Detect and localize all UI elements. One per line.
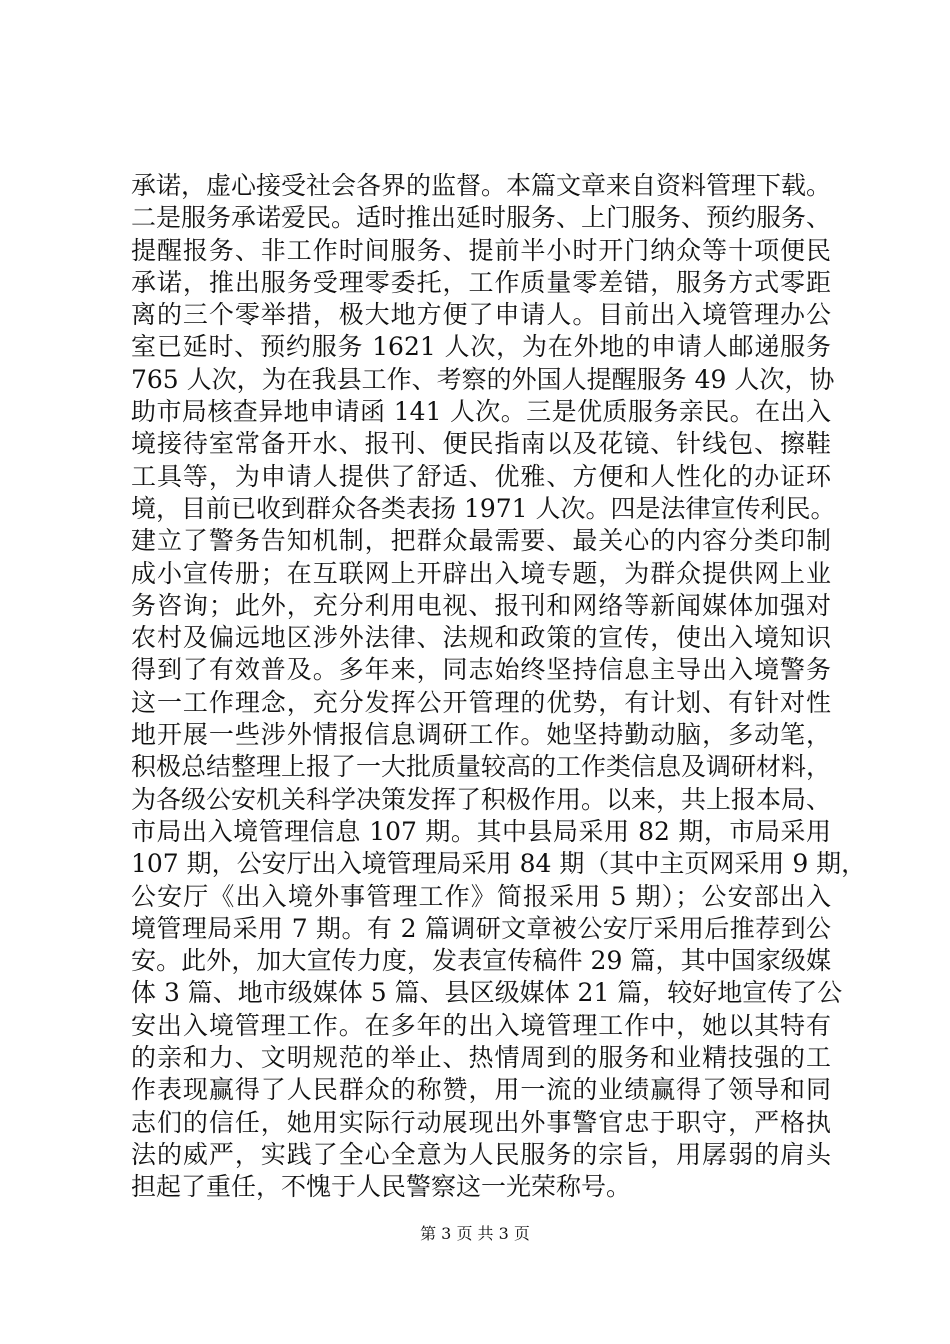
text-line: 得到了有效普及。多年来，同志始终坚持信息主导出入境警务 — [131, 655, 831, 685]
text-line: 担起了重任，不愧于人民警察这一光荣称号。 — [131, 1172, 632, 1202]
text-line: 室已延时、预约服务 1621 人次，为在外地的申请人邮递服务 — [131, 332, 831, 362]
text-line: 为各级公安机关科学决策发挥了积极作用。以来，共上报本局、 — [131, 784, 832, 814]
text-line: 765 人次，为在我县工作、考察的外国人提醒服务 49 人次，协 — [131, 364, 835, 394]
text-line: 境接待室常备开水、报刊、便民指南以及花镜、针线包、擦鞋 — [131, 429, 831, 459]
text-line: 工具等，为申请人提供了舒适、优雅、方便和人性化的办证环 — [131, 461, 831, 491]
text-line: 公安厅《出入境外事管理工作》简报采用 5 期）；公安部出入 — [131, 881, 831, 911]
text-line: 107 期，公安厅出入境管理局采用 84 期（其中主页网采用 9 期， — [131, 849, 867, 879]
text-line: 建立了警务告知机制，把群众最需要、最关心的内容分类印制 — [131, 526, 831, 556]
text-line: 法的威严，实践了全心全意为人民服务的宗旨，用孱弱的肩头 — [131, 1139, 831, 1169]
text-line: 农村及偏远地区涉外法律、法规和政策的宣传，使出入境知识 — [131, 623, 831, 653]
text-line: 离的三个零举措，极大地方便了申请人。目前出入境管理办公 — [131, 300, 831, 330]
text-line: 助市局核查异地申请函 141 人次。三是优质服务亲民。在出入 — [131, 397, 831, 427]
body-text — [131, 170, 867, 1204]
text-line: 志们的信任，她用实际行动展现出外事警官忠于职守，严格执 — [131, 1107, 831, 1137]
text-line: 体 3 篇、地市级媒体 5 篇、县区级媒体 21 篇，较好地宣传了公 — [131, 978, 843, 1008]
page-footer: 第 3 页 共 3 页 — [420, 1224, 530, 1243]
text-line: 二是服务承诺爱民。适时推出延时服务、上门服务、预约服务、 — [131, 203, 832, 233]
text-line: 境管理局采用 7 期。有 2 篇调研文章被公安厅采用后推荐到公 — [131, 913, 831, 943]
text-line: 这一工作理念，充分发挥公开管理的优势，有计划、有针对性 — [131, 687, 831, 717]
text-line: 市局出入境管理信息 107 期。其中县局采用 82 期，市局采用 — [131, 816, 831, 846]
text-line: 境，目前已收到群众各类表扬 1971 人次。四是法律宣传利民。 — [131, 493, 836, 523]
text-line: 地开展一些涉外情报信息调研工作。她坚持勤动脑，多动笔， — [131, 720, 831, 750]
text-line: 务咨询；此外，充分利用电视、报刊和网络等新闻媒体加强对 — [131, 590, 831, 620]
text-line: 安。此外，加大宣传力度，发表宣传稿件 29 篇，其中国家级媒 — [131, 946, 831, 976]
text-line: 积极总结整理上报了一大批质量较高的工作类信息及调研材料， — [131, 752, 832, 782]
text-line: 的亲和力、文明规范的举止、热情周到的服务和业精技强的工 — [131, 1043, 831, 1073]
text-line: 安出入境管理工作。在多年的出入境管理工作中，她以其特有 — [131, 1010, 831, 1040]
text-line: 作表现赢得了人民群众的称赞，用一流的业绩赢得了领导和同 — [131, 1075, 831, 1105]
text-line: 提醒报务、非工作时间服务、提前半小时开门纳众等十项便民 — [131, 235, 831, 265]
text-line: 承诺，推出服务受理零委托，工作质量零差错，服务方式零距 — [131, 267, 831, 297]
text-line: 承诺，虚心接受社会各界的监督。本篇文章来自资料管理下载。 — [131, 171, 832, 200]
text-line: 成小宣传册；在互联网上开辟出入境专题，为群众提供网上业 — [131, 558, 831, 588]
